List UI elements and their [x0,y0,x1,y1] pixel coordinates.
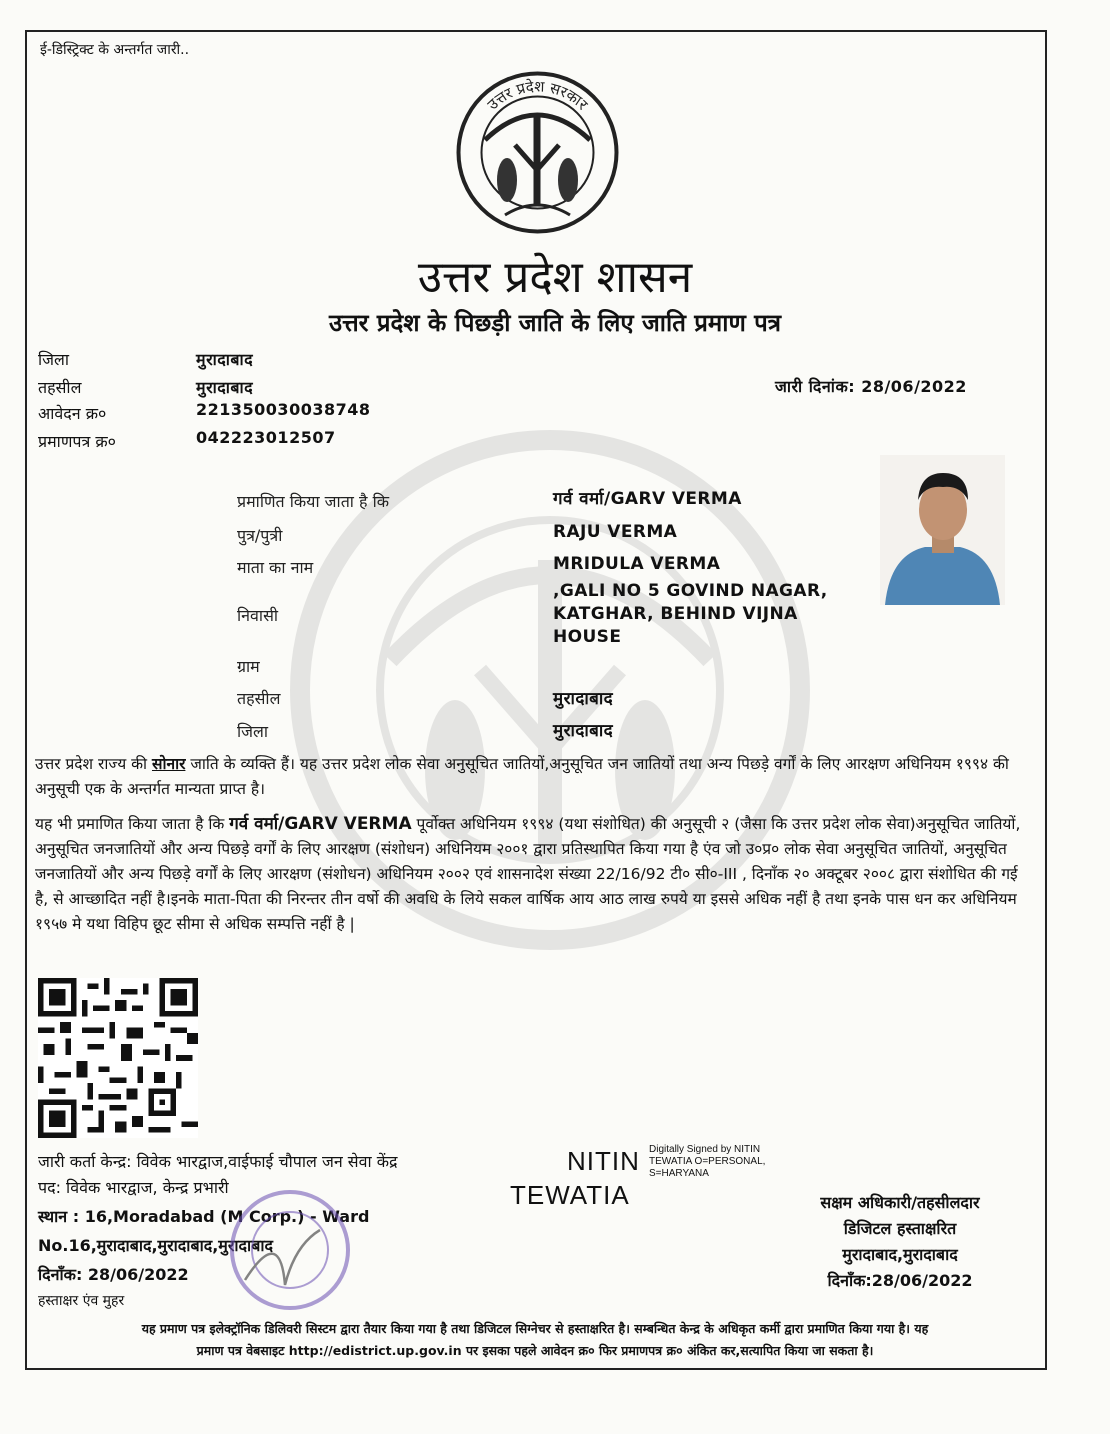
certificate-no-label: प्रमाणपत्र क्र० [38,432,116,451]
applicant-photo [880,455,1005,605]
district-value: मुरादाबाद [196,350,254,369]
address-line-2: KATGHAR, BEHIND VIJNA [553,604,798,624]
village-label: ग्राम [237,657,260,676]
certified-label: प्रमाणित किया जाता है कि [237,492,390,511]
seal-stamp-icon [225,1185,355,1315]
verification-note [30,1318,1040,1362]
emblem-text: उत्तर प्रदेश सरकार [483,77,592,114]
page-title: उत्तर प्रदेश शासन [417,252,693,303]
up-emblem-icon [455,70,620,235]
application-no-value: 221350030038748 [196,400,371,419]
detail-district-label: जिला [237,722,269,741]
issue-place-line-1: स्थान : 16,Moradabad (M Corp.) - Ward [38,1207,370,1226]
mother-name: MRIDULA VERMA [553,554,721,574]
issuing-center: जारी कर्ता केन्द्र: विवेक भारद्वाज,वाईफाई चौपाल जन सेवा केंद्र [38,1152,398,1171]
signer-first-name: NITIN [567,1146,640,1176]
application-no-label: आवेदन क्र० [38,404,107,423]
verification-note-line-1: यह प्रमाण पत्र इलेक्ट्रॉनिक डिलिवरी सिस्टम द्वारा तैयार किया गया है तथा डिजिटल सिग्नेचर से हस्ताक्षरित है। सम्बन्धित केन्द्र के अधिकृत कर्मी द्वारा प्रमाणित किया गया है। यह [141,1321,929,1336]
detail-district-value: मुरादाबाद [553,721,614,741]
detail-tehsil-value: मुरादाबाद [553,689,614,709]
digitally-signed-label: डिजिटल हस्ताक्षरित [843,1219,957,1238]
resident-label: निवासी [237,606,279,625]
authority-block [770,1190,1030,1294]
signer-last-name: TEWATIA [510,1180,630,1210]
issuer-post: पद: विवेक भारद्वाज, केन्द्र प्रभारी [38,1178,229,1197]
address-line-1: ,GALI NO 5 GOVIND NAGAR, [553,581,828,601]
district-label: जिला [38,350,70,369]
sign-seal-label: हस्ताक्षर एंव मुहर [38,1293,125,1309]
edistrict-note: ई-डिस्ट्रिक्ट के अन्तर्गत जारी.. [40,42,190,58]
qr-code [38,978,198,1138]
mother-label: माता का नाम [237,558,314,577]
authority-place: मुरादाबाद,मुरादाबाद [842,1245,958,1264]
address-line-3: HOUSE [553,627,622,647]
authority-date: दिनाँक:28/06/2022 [827,1271,973,1290]
tehsil-label: तहसील [38,378,82,397]
authority-title: सक्षम अधिकारी/तहसीलदार [820,1193,980,1212]
digital-sign-detail: Digitally Signed by NITIN TEWATIA O=PERSONAL, S=HARYANA [649,1144,766,1179]
parent-label: पुत्र/पुत्री [237,526,283,545]
verification-note-line-2: प्रमाण पत्र वेबसाइट http://edistrict.up.gov.in पर इसका पहले आवेदन क्र० फिर प्रमाणपत्र क्र० अंकित कर,सत्यापित किया जा सकता है। [196,1343,874,1358]
certification-paragraph [35,812,1035,937]
para1-text-a: उत्तर प्रदेश राज्य की [35,755,152,773]
para2-text-a: यह भी प्रमाणित किया जाता है कि [35,815,230,833]
caste-name: सोनार [151,755,186,773]
certificate-subtitle: उत्तर प्रदेश के पिछड़ी जाति के लिए जाति प्रमाण पत्र [328,309,782,337]
issuer-date: दिनाँक: 28/06/2022 [38,1265,189,1284]
issue-date: जारी दिनांक: 28/06/2022 [775,377,967,396]
certificate-no-value: 042223012507 [196,428,336,447]
caste-paragraph [35,752,1035,802]
para2-text-b: पूर्वोक्त अधिनियम १९९४ (यथा संशोधित) की अनुसूची २ (जैसा कि उत्तर प्रदेश लोक सेवा)अनुसूचित जातियों, अनुसूचित जनजातियों और अन्य पिछड़े वर्गों के लिए आरक्षण (संशोधन) अधिनियम २००१ द्वारा प्रतिस्थापित किया गया है एंव जो उ०प्र० लोक सेवा अनुसूचित जातियों, अनुसूचित जनजातियों और अन्य पिछड़े वर्गों के लिए आरक्षण (संशोधन) अधिनियम २००२ एवं शासनादेश संख्या 22/16/92 टी० सी०-III , दिनाँक २० अक्टूबर २००८ द्वारा संशोधित की गई है, से आच्छादित नहीं है।इनके माता-पिता की निरन्तर तीन वर्षो की अवधि के लिये सकल वार्षिक आय आठ लाख रुपये या इससे अधिक नहीं है तथा इनके पास धन कर अधिनियम १९५७ मे यथा विहिप छूट सीमा से अधिक सम्पत्ति नहीं है | [35,815,1021,933]
issue-place-line-2: No.16,मुरादाबाद,मुरादाबाद,मुरादाबाद [38,1236,273,1255]
holder-name: गर्व वर्मा/GARV VERMA [553,489,742,509]
para2-holder-name: गर्व वर्मा/GARV VERMA [229,814,412,834]
detail-tehsil-label: तहसील [237,689,281,708]
parent-name: RAJU VERMA [553,522,678,542]
para1-text-b: जाति के व्यक्ति हैं। यह उत्तर प्रदेश लोक सेवा अनुसूचित जातियों,अनुसूचित जन जातियों तथा अन्य पिछड़े वर्गों के लिए आरक्षण अधिनियम १९९४ की अनुसूची एक के अन्तर्गत मान्यता प्राप्त है। [35,755,1009,798]
tehsil-value: मुरादाबाद [196,378,254,397]
